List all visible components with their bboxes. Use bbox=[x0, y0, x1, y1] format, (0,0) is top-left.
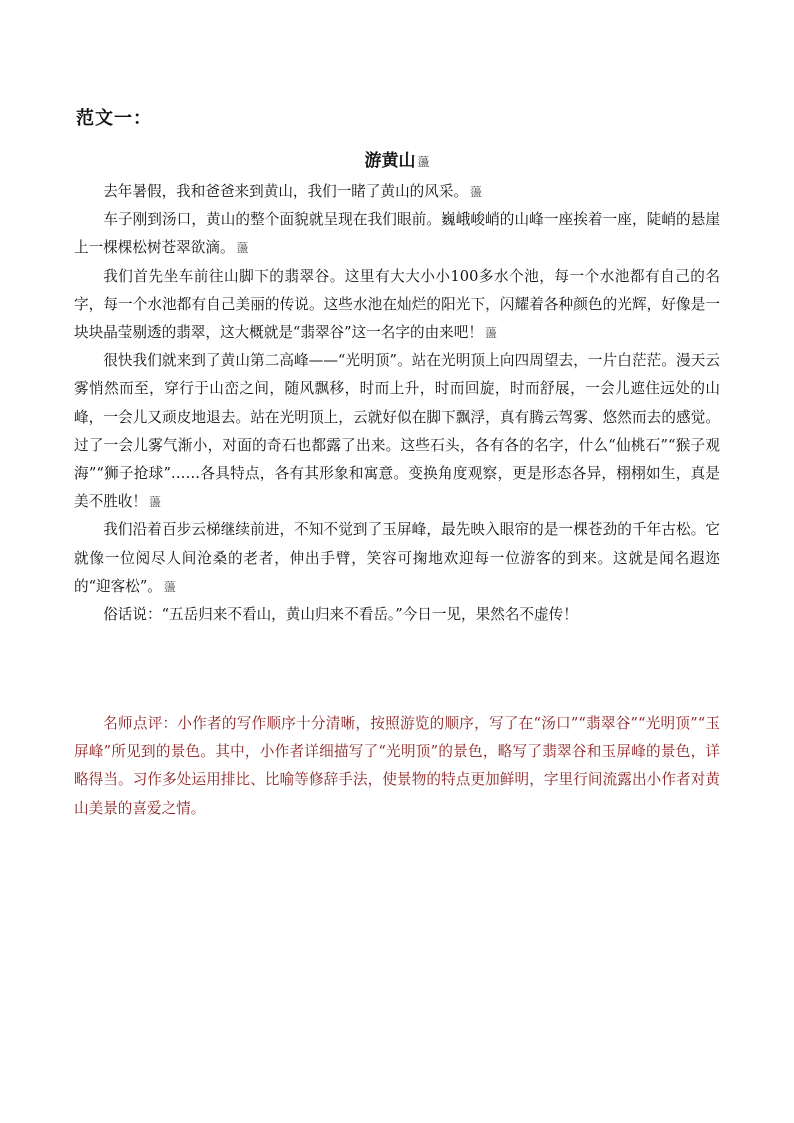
paragraph bbox=[74, 347, 720, 516]
title-paragraph-mark: 蘯 bbox=[417, 155, 430, 169]
paragraph-mark: 蘯 bbox=[484, 326, 497, 341]
paragraph-mark: 蘯 bbox=[236, 241, 249, 256]
essay-title-text: 游黄山 bbox=[364, 151, 416, 171]
comment-text: 名师点评：小作者的写作顺序十分清晰，按照游览的顺序，写了在“汤口”“翡翠谷”“光明顶”“玉屏峰”所见到的景色。其中，小作者详细描写了“光明顶”的景色，略写了翡翠谷和玉屏峰的景色，详略得当。习作多处运用排比、比喻等修辞手法，使景物的特点更加鲜明，字里行间流露出小作者对黄山美景的喜爱之情。 bbox=[74, 715, 720, 817]
paragraph-mark: 蘯 bbox=[470, 185, 483, 199]
paragraph-text: 去年暑假，我和爸爸来到黄山，我们一睹了黄山的风采。 bbox=[103, 183, 469, 200]
section-heading: 范文一： bbox=[76, 108, 152, 129]
paragraph-mark: 蘯 bbox=[163, 579, 176, 594]
paragraph-text: 我们首先坐车前往山脚下的翡翠谷。这里有大大小小100多水个池，每一个水池都有自己的名字，每一个水池都有自己美丽的传说。这些水池在灿烂的阳光下，闪耀着各种颜色的光辉，好像是一块块晶莹剔透的翡翠，这大概就是“翡翠谷”这一名字的由来吧！ bbox=[74, 267, 720, 342]
teacher-comment bbox=[74, 710, 720, 823]
paragraph-text: 我们沿着百步云梯继续前进，不知不觉到了玉屏峰，最先映入眼帘的是一棵苍劲的千年古松。它就像一位阅尽人间沧桑的老者，伸出手臂，笑容可掬地欢迎每一位游客的到来。这就是闻名遐迩的“迎客松”。 bbox=[74, 521, 720, 595]
paragraph-text: 车子刚到汤口，黄山的整个面貌就呈现在我们眼前。巍峨峻峭的山峰一座挨着一座，陡峭的悬崖上一棵棵松树苍翠欲滴。 bbox=[74, 211, 720, 257]
paragraph-text: 俗话说：“五岳归来不看山，黄山归来不看岳。”今日一见，果然名不虚传！ bbox=[103, 606, 578, 624]
paragraph bbox=[74, 178, 720, 206]
paragraph bbox=[74, 263, 720, 348]
paragraph-mark: 蘯 bbox=[148, 495, 161, 510]
essay-body bbox=[74, 178, 720, 629]
paragraph-text: 很快我们就来到了黄山第二高峰——“光明顶”。站在光明顶上向四周望去，一片白茫茫。漫天云雾悄然而至，穿行于山峦之间，随风飘移，时而上升，时而回旋，时而舒展，一会儿遮住远处的山峰，一会儿又顽皮地退去。站在光明顶上，云就好似在脚下飘浮，真有腾云驾雾、悠然而去的感觉。过了一会儿雾气渐小，对面的奇石也都露了出来。这些石头，各有各的名字，什么“仙桃石”“猴子观海”“狮子抢球”……各具特点，各有其形象和寓意。变换角度观察，更是形态各异，栩栩如生，真是美不胜收！ bbox=[74, 352, 720, 511]
essay-title bbox=[0, 146, 794, 171]
paragraph bbox=[74, 601, 720, 629]
paragraph bbox=[74, 516, 720, 601]
paragraph bbox=[74, 206, 720, 262]
